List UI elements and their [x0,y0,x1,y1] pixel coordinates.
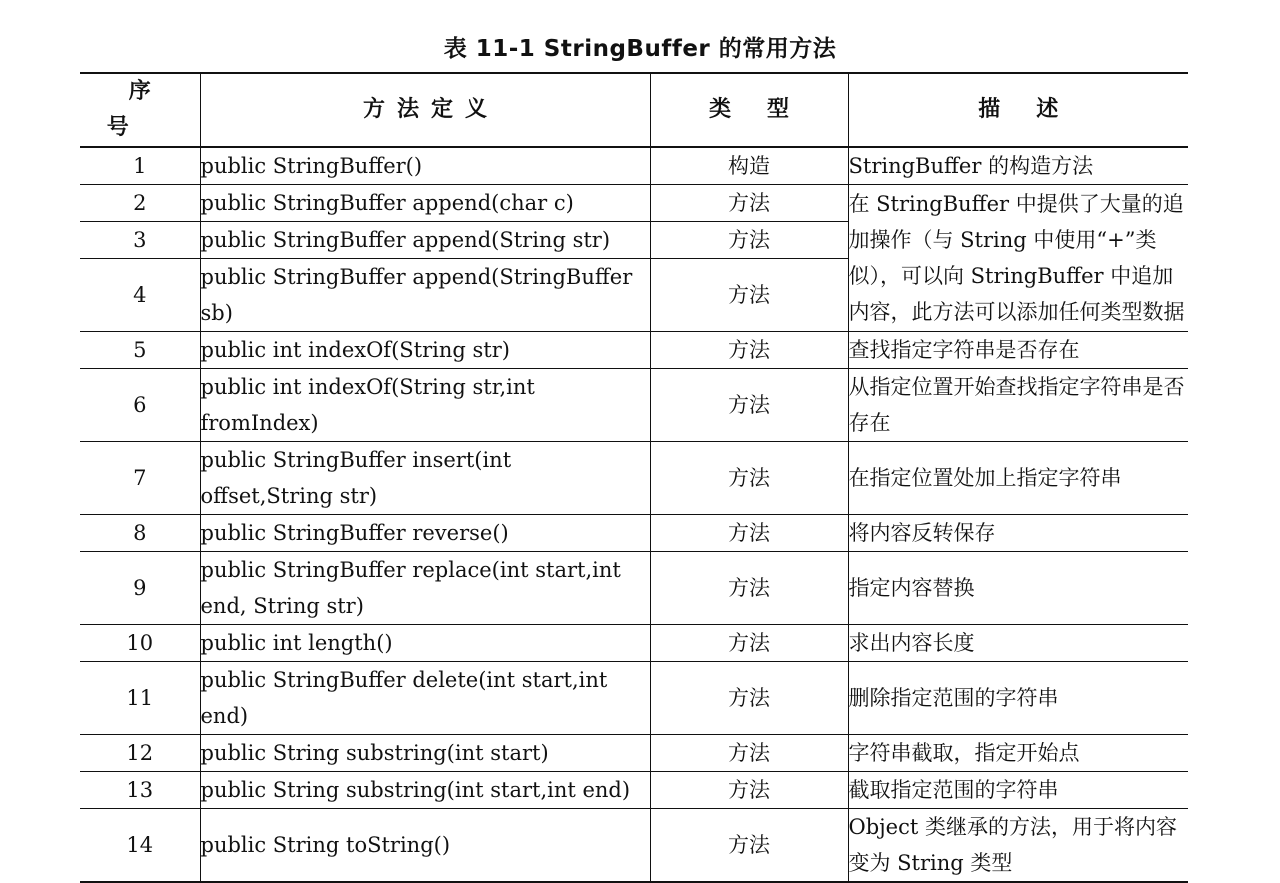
row-number: 9 [80,552,200,625]
method-description: 将内容反转保存 [848,515,1188,552]
method-description: Object 类继承的方法，用于将内容变为 String 类型 [848,809,1188,883]
table-row [80,552,1188,625]
method-description: 求出内容长度 [848,625,1188,662]
method-definition: public String substring(int start) [200,735,650,772]
method-definition: public StringBuffer insert(int offset,String str) [200,442,650,515]
method-definition: public String toString() [200,809,650,883]
row-number: 4 [80,259,200,332]
table-row [80,809,1188,883]
row-number: 2 [80,185,200,222]
header-no [80,73,200,147]
method-definition: public StringBuffer reverse() [200,515,650,552]
method-type: 方法 [650,259,848,332]
method-type: 方法 [650,809,848,883]
method-type: 方法 [650,552,848,625]
table-row [80,332,1188,369]
method-type: 方法 [650,442,848,515]
row-number: 10 [80,625,200,662]
table-row [80,369,1188,442]
method-definition: public StringBuffer append(String str) [200,222,650,259]
header-no-label: 序号 [106,79,195,140]
row-number: 7 [80,442,200,515]
header-row [80,73,1188,147]
stringbuffer-methods-table [80,72,1188,883]
row-number: 1 [80,147,200,185]
method-description: 在指定位置处加上指定字符串 [848,442,1188,515]
method-definition: public StringBuffer() [200,147,650,185]
header-definition [200,73,650,147]
header-description [848,73,1188,147]
method-type: 方法 [650,515,848,552]
method-definition: public StringBuffer delete(int start,int end) [200,662,650,735]
method-description: 截取指定范围的字符串 [848,772,1188,809]
method-description: 查找指定字符串是否存在 [848,332,1188,369]
method-definition: public StringBuffer append(StringBuffer sb) [200,259,650,332]
method-description: 从指定位置开始查找指定字符串是否存在 [848,369,1188,442]
method-definition: public String substring(int start,int end) [200,772,650,809]
method-type: 方法 [650,625,848,662]
row-number: 14 [80,809,200,883]
row-number: 3 [80,222,200,259]
method-description: 字符串截取，指定开始点 [848,735,1188,772]
method-definition: public StringBuffer append(char c) [200,185,650,222]
table-row [80,185,1188,222]
method-type: 方法 [650,662,848,735]
header-type-label: 类型 [708,97,825,122]
method-definition: public int length() [200,625,650,662]
method-type: 方法 [650,369,848,442]
row-number: 11 [80,662,200,735]
row-number: 13 [80,772,200,809]
row-number: 12 [80,735,200,772]
method-definition: public int indexOf(String str,int fromIndex) [200,369,650,442]
table-row [80,625,1188,662]
method-type: 方法 [650,185,848,222]
table-row [80,442,1188,515]
append-group-description: 在 StringBuffer 中提供了大量的追加操作（与 String 中使用“+”类似），可以向 StringBuffer 中追加内容，此方法可以添加任何类型数据 [848,185,1188,332]
method-type: 方法 [650,222,848,259]
row-number: 6 [80,369,200,442]
row-number: 8 [80,515,200,552]
method-definition: public int indexOf(String str) [200,332,650,369]
method-type: 方法 [650,735,848,772]
method-description: 删除指定范围的字符串 [848,662,1188,735]
header-type [650,73,848,147]
method-type: 方法 [650,772,848,809]
table-row [80,147,1188,185]
table-row [80,515,1188,552]
table-row [80,735,1188,772]
header-definition-label: 方法定义 [362,97,499,122]
method-description: StringBuffer 的构造方法 [848,147,1188,185]
method-type: 方法 [650,332,848,369]
table-caption: 表 11-1 StringBuffer 的常用方法 [443,36,837,62]
method-definition: public StringBuffer replace(int start,int end, String str) [200,552,650,625]
method-description: 指定内容替换 [848,552,1188,625]
table-row [80,772,1188,809]
table-row [80,662,1188,735]
row-number: 5 [80,332,200,369]
header-description-label: 描述 [978,97,1095,122]
method-type: 构造 [650,147,848,185]
